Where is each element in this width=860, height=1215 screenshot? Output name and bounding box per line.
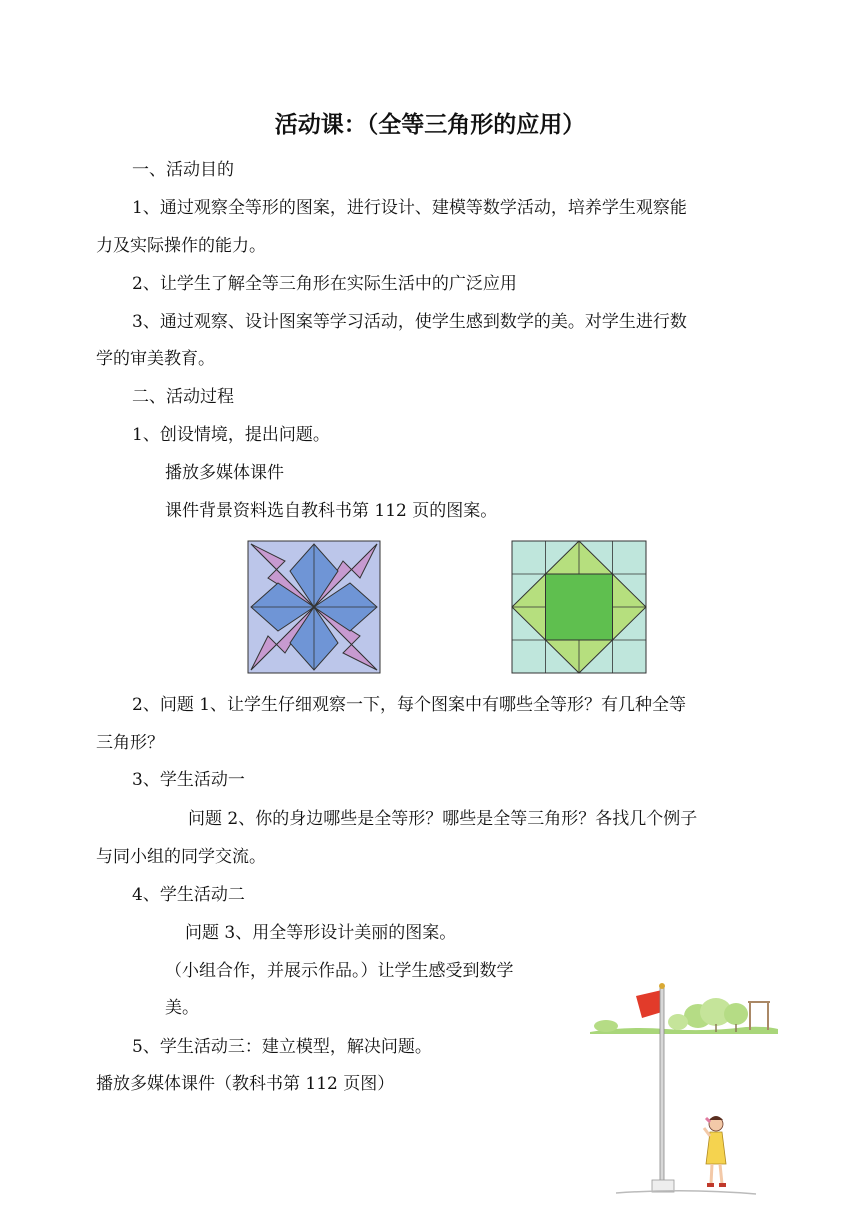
- activity-2-heading: 4、学生活动二: [132, 885, 245, 905]
- section-heading-goals: 一、活动目的: [132, 160, 234, 180]
- question-2-line-1: 问题 2、你的身边哪些是全等形？哪些是全等三角形？各找几个例子: [188, 809, 698, 829]
- question-3: 问题 3、用全等形设计美丽的图案。: [185, 923, 457, 943]
- step-1: 1、创设情境，提出问题。: [132, 425, 330, 445]
- activity-3-note: 播放多媒体课件（教科书第 112 页图）: [96, 1074, 395, 1094]
- activity-3-heading: 5、学生活动三：建立模型，解决问题。: [132, 1037, 432, 1057]
- goal-2: 2、让学生了解全等三角形在实际生活中的广泛应用: [132, 274, 517, 294]
- activity-2-note-line-2: 美。: [165, 998, 199, 1018]
- flagpole-illustration: [586, 966, 782, 1206]
- page-title: 活动课：（全等三角形的应用）: [274, 112, 586, 138]
- section-heading-process: 二、活动过程: [132, 387, 234, 407]
- question-1-line-1: 2、问题 1、让学生仔细观察一下，每个图案中有哪些全等形？有几种全等: [132, 695, 687, 715]
- center-square: [546, 574, 613, 640]
- goal-1-line-1: 1、通过观察全等形的图案，进行设计、建模等数学活动，培养学生观察能: [132, 198, 687, 218]
- star-pattern-figure: [247, 540, 381, 674]
- question-1-line-2: 三角形？: [96, 733, 164, 753]
- goal-3-line-2: 学的审美教育。: [96, 349, 215, 369]
- step-1-note-b: 课件背景资料选自教科书第 112 页的图案。: [165, 501, 498, 521]
- flagpole: [660, 986, 664, 1182]
- step-1-note-a: 播放多媒体课件: [165, 463, 284, 483]
- activity-1-heading: 3、学生活动一: [132, 770, 245, 790]
- goal-3-line-1: 3、通过观察、设计图案等学习活动，使学生感到数学的美。对学生进行数: [132, 312, 687, 332]
- activity-2-note-line-1: （小组合作，并展示作品。）让学生感受到数学: [165, 961, 514, 981]
- goal-1-line-2: 力及实际操作的能力。: [96, 236, 266, 256]
- grid-diamond-figure: [511, 540, 647, 674]
- question-2-line-2: 与同小组的同学交流。: [96, 847, 266, 867]
